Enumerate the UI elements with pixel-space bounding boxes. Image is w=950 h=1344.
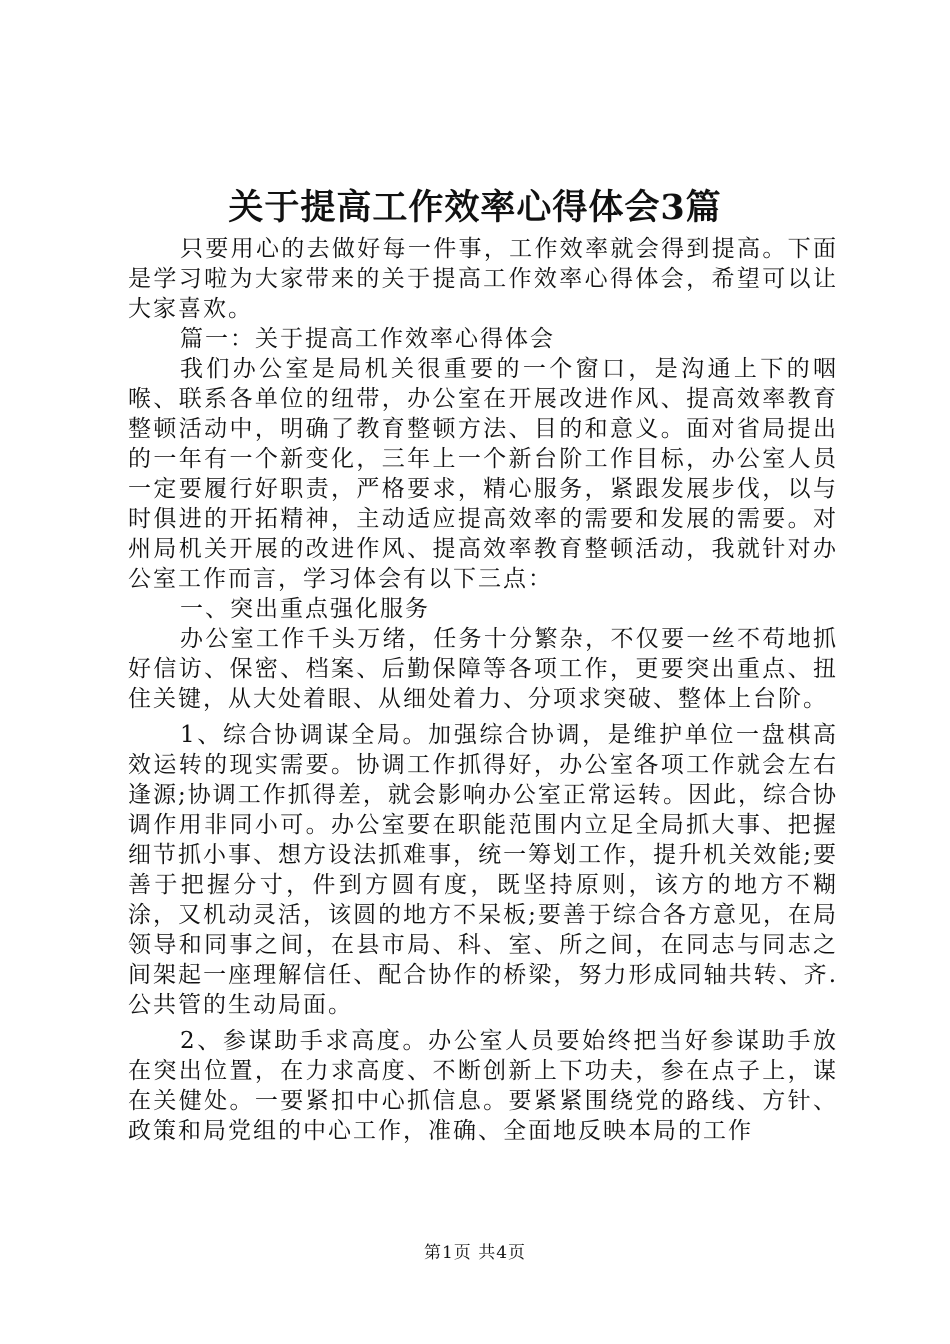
page-number-footer: 第1页 共4页: [423, 1243, 527, 1263]
section-heading-one: 一、突出重点强化服务: [180, 596, 430, 622]
body-paragraph: 2、参谋助手求高度。办公室人员要始终把当好参谋助手放在突出位置，在力求高度、不断创新上下功夫，参在点子上，谋在关健处。一要紧扣中心抓信息。要紧紧围绕党的路线、方针、政策和局党组的中心工作，准确、全面地反映本局的工作: [128, 1028, 838, 1144]
document-body: [128, 234, 838, 1146]
document-title: 关于提高工作效率心得体会3篇: [228, 187, 722, 228]
intro-paragraph: 只要用心的去做好每一件事，工作效率就会得到提高。下面是学习啦为大家带来的关于提高工作效率心得体会，希望可以让大家喜欢。: [128, 236, 838, 322]
body-paragraph: 1、综合协调谋全局。加强综合协调，是维护单位一盘棋高效运转的现实需要。协调工作抓得好，办公室各项工作就会左右逢源;协调工作抓得差，就会影响办公室正常运转。因此，综合协调作用非同小可。办公室要在职能范围内立足全局抓大事、把握细节抓小事、想方设法抓难事，统一筹划工作，提升机关效能;要善于把握分寸，件到方圆有度，既坚持原则，该方的地方不糊涂，又机动灵活，该圆的地方不呆板;要善于综合各方意见，在局领导和同事之间，在县市局、科、室、所之间，在同志与同志之间架起一座理解信任、配合协作的桥梁，努力形成同轴共转、齐.公共管的生动局面。: [128, 722, 838, 1018]
body-paragraph: 办公室工作千头万绪，任务十分繁杂，不仅要一丝不苟地抓好信访、保密、档案、后勤保障等各项工作，更要突出重点、扭住关键，从大处着眼、从细处着力、分项求突破、整体上台阶。: [128, 626, 838, 712]
body-paragraph: 我们办公室是局机关很重要的一个窗口，是沟通上下的咽喉、联系各单位的纽带，办公室在开展改进作风、提高效率教育整顿活动中，明确了教育整顿方法、目的和意义。面对省局提出的一年有一个新变化，三年上一个新台阶工作目标，办公室人员一定要履行好职责，严格要求，精心服务，紧跟发展步伐，以与时俱进的开拓精神，主动适应提高效率的需要和发展的需要。对州局机关开展的改进作风、提高效率教育整顿活动，我就针对办公室工作而言，学习体会有以下三点：: [128, 356, 838, 592]
section-heading-part-one: 篇一：关于提高工作效率心得体会: [180, 326, 555, 352]
